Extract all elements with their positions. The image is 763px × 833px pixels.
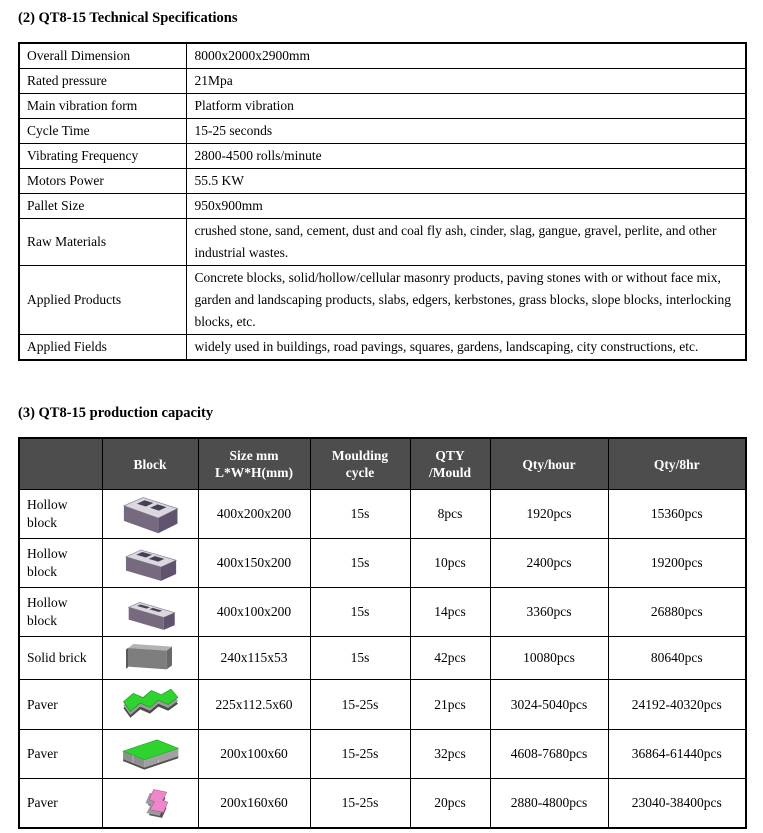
- spec-label: Raw Materials: [19, 219, 186, 266]
- spec-value: Platform vibration: [186, 94, 746, 119]
- header-empty-cell: [19, 438, 102, 490]
- spec-value: crushed stone, sand, cement, dust and coal fly ash, cinder, slag, gangue, gravel, perlite, and other industrial wastes.: [186, 219, 746, 266]
- qty-per-8hr: 15360pcs: [608, 490, 746, 539]
- qty-per-mould: 14pcs: [410, 588, 490, 637]
- spec-value: 2800-4500 rolls/minute: [186, 144, 746, 169]
- capacity-header-row: [19, 438, 746, 490]
- qty-per-mould: 20pcs: [410, 779, 490, 828]
- spec-label: Motors Power: [19, 169, 186, 194]
- spec-row: [19, 219, 746, 266]
- block-size: 400x150x200: [198, 539, 310, 588]
- block-image-cell: [102, 779, 198, 828]
- capacity-row: [19, 588, 746, 637]
- header-qty-hour: Qty/hour: [490, 438, 608, 490]
- spec-value: 15-25 seconds: [186, 119, 746, 144]
- qty-per-mould: 10pcs: [410, 539, 490, 588]
- technical-specifications-table: [18, 42, 747, 361]
- s-shaped-paver-icon: [123, 783, 177, 823]
- block-type: Solid brick: [19, 637, 102, 680]
- block-size: 240x115x53: [198, 637, 310, 680]
- block-type: Paver: [19, 730, 102, 779]
- moulding-cycle: 15s: [310, 588, 410, 637]
- moulding-cycle: 15s: [310, 539, 410, 588]
- block-type: Hollow block: [19, 539, 102, 588]
- hollow-block-two-square-holes-icon: [117, 492, 183, 536]
- block-image-cell: [102, 637, 198, 680]
- qty-per-mould: 42pcs: [410, 637, 490, 680]
- spec-value: widely used in buildings, road pavings, squares, gardens, landscaping, city constructions, etc.: [186, 335, 746, 361]
- spec-value: Concrete blocks, solid/hollow/cellular masonry products, paving stones with or without face mix, garden and landscaping products, slabs, edgers, kerbstones, grass blocks, slope blocks, interlocking blocks, etc.: [186, 266, 746, 335]
- spec-row: [19, 69, 746, 94]
- moulding-cycle: 15-25s: [310, 779, 410, 828]
- capacity-row: [19, 680, 746, 730]
- qty-per-hour: 2400pcs: [490, 539, 608, 588]
- spec-row: [19, 266, 746, 335]
- production-capacity-table: [18, 437, 747, 829]
- moulding-cycle: 15s: [310, 490, 410, 539]
- block-type: Paver: [19, 680, 102, 730]
- moulding-cycle: 15s: [310, 637, 410, 680]
- qty-per-mould: 8pcs: [410, 490, 490, 539]
- qty-per-8hr: 26880pcs: [608, 588, 746, 637]
- block-size: 200x100x60: [198, 730, 310, 779]
- capacity-row: [19, 539, 746, 588]
- moulding-cycle: 15-25s: [310, 680, 410, 730]
- spec-row: [19, 169, 746, 194]
- spec-row: [19, 43, 746, 69]
- spec-label: Rated pressure: [19, 69, 186, 94]
- spec-row: [19, 144, 746, 169]
- spec-label: Overall Dimension: [19, 43, 186, 69]
- spec-label: Applied Products: [19, 266, 186, 335]
- block-size: 200x160x60: [198, 779, 310, 828]
- header-moulding-cycle: Moulding cycle: [310, 438, 410, 490]
- spec-value: 55.5 KW: [186, 169, 746, 194]
- qty-per-hour: 3024-5040pcs: [490, 680, 608, 730]
- qty-per-mould: 32pcs: [410, 730, 490, 779]
- block-type: Hollow block: [19, 490, 102, 539]
- spec-label: Applied Fields: [19, 335, 186, 361]
- block-image-cell: [102, 680, 198, 730]
- block-type: Hollow block: [19, 588, 102, 637]
- block-size: 225x112.5x60: [198, 680, 310, 730]
- spec-label: Cycle Time: [19, 119, 186, 144]
- spec-row: [19, 194, 746, 219]
- qty-per-hour: 3360pcs: [490, 588, 608, 637]
- qty-per-8hr: 23040-38400pcs: [608, 779, 746, 828]
- block-image-cell: [102, 490, 198, 539]
- spec-row: [19, 119, 746, 144]
- hollow-block-two-slot-holes-icon: [117, 590, 183, 634]
- spec-row: [19, 335, 746, 361]
- spec-label: Main vibration form: [19, 94, 186, 119]
- header-block: Block: [102, 438, 198, 490]
- capacity-row: [19, 779, 746, 828]
- qty-per-hour: 10080pcs: [490, 637, 608, 680]
- capacity-section-title: (3) QT8-15 production capacity: [18, 405, 214, 421]
- qty-per-8hr: 36864-61440pcs: [608, 730, 746, 779]
- qty-per-8hr: 80640pcs: [608, 637, 746, 680]
- qty-per-hour: 4608-7680pcs: [490, 730, 608, 779]
- zigzag-paver-icon: [115, 682, 185, 727]
- spec-value: 8000x2000x2900mm: [186, 43, 746, 69]
- qty-per-mould: 21pcs: [410, 680, 490, 730]
- header-qty-mould: QTY /Mould: [410, 438, 490, 490]
- capacity-row: [19, 730, 746, 779]
- hollow-block-two-rect-holes-icon: [117, 541, 183, 585]
- solid-brick-icon: [118, 639, 182, 677]
- header-qty-8hr: Qty/8hr: [608, 438, 746, 490]
- moulding-cycle: 15-25s: [310, 730, 410, 779]
- qty-per-8hr: 19200pcs: [608, 539, 746, 588]
- rectangular-paver-icon: [116, 734, 184, 774]
- block-type: Paver: [19, 779, 102, 828]
- spec-label: Vibrating Frequency: [19, 144, 186, 169]
- block-size: 400x200x200: [198, 490, 310, 539]
- header-size: Size mm L*W*H(mm): [198, 438, 310, 490]
- capacity-row: [19, 637, 746, 680]
- spec-section-title: (2) QT8-15 Technical Specifications: [18, 10, 238, 26]
- spec-value: 21Mpa: [186, 69, 746, 94]
- spec-label: Pallet Size: [19, 194, 186, 219]
- block-size: 400x100x200: [198, 588, 310, 637]
- qty-per-8hr: 24192-40320pcs: [608, 680, 746, 730]
- block-image-cell: [102, 730, 198, 779]
- spec-row: [19, 94, 746, 119]
- capacity-row: [19, 490, 746, 539]
- block-image-cell: [102, 539, 198, 588]
- spec-value: 950x900mm: [186, 194, 746, 219]
- qty-per-hour: 1920pcs: [490, 490, 608, 539]
- block-image-cell: [102, 588, 198, 637]
- qty-per-hour: 2880-4800pcs: [490, 779, 608, 828]
